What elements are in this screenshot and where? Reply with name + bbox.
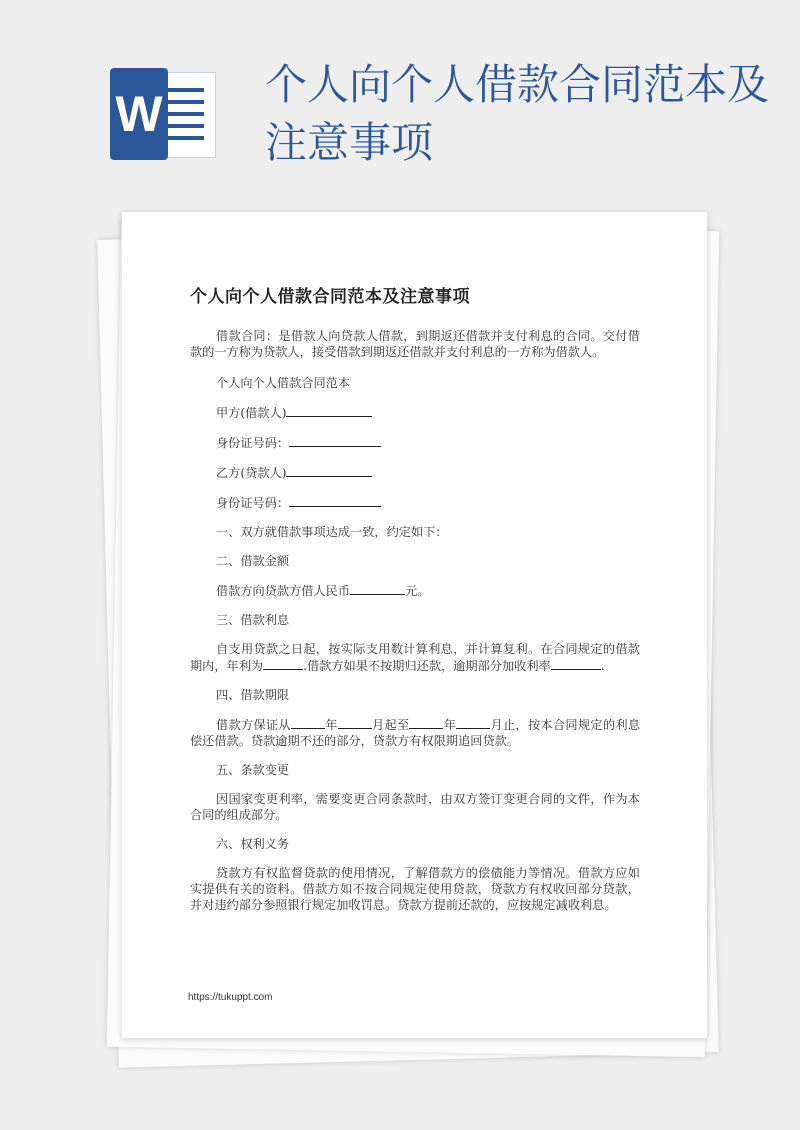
word-logo-letter: W [110, 68, 168, 160]
loan-amount-line [190, 582, 640, 599]
document-body [190, 328, 640, 913]
end-month-blank[interactable] [456, 716, 490, 729]
loan-amount-unit: 元。 [405, 584, 430, 598]
word-document-icon [110, 68, 214, 160]
footer-url[interactable]: https://tukuppt.com [188, 992, 273, 1003]
term-paragraph [190, 716, 640, 749]
overdue-rate-blank[interactable] [551, 657, 601, 670]
party-a-line [190, 404, 640, 421]
party-a-id-blank[interactable] [289, 434, 381, 447]
document-title: 个人向个人借款合同范本及注意事项 [190, 287, 470, 307]
party-a-id-line [190, 434, 640, 451]
party-a-label: 甲方(借款人) [216, 406, 287, 420]
party-b-id-line [190, 494, 640, 511]
page-title: 个人向个人借款合同范本及注意事项 [265, 60, 770, 167]
page-header [0, 0, 800, 210]
party-b-label: 乙方(贷款人) [216, 466, 287, 480]
loan-amount-text: 借款方向贷款方借人民币 [216, 584, 351, 598]
party-b-line [190, 464, 640, 481]
intro-paragraph: 借款合同：是借款人向贷款人借款，到期返还借款并支付利息的合同。交付借款的一方称为贷款人，接受借款到期返还借款并支付利息的一方称为借款人。 [190, 329, 640, 359]
id-label: 身份证号码： [216, 496, 290, 510]
agreement-line: 一、双方就借款事项达成一致，约定如下： [216, 525, 448, 539]
section-heading: 四、借款期限 [216, 688, 290, 702]
party-b-id-blank[interactable] [289, 494, 381, 507]
start-month-blank[interactable] [338, 716, 372, 729]
interest-text: .借款方如果不按期归还款，逾期部分加收利率 [303, 659, 551, 673]
document-page [122, 212, 707, 1038]
term-text: 年 [443, 718, 457, 732]
term-text: 借款方保证从 [216, 718, 291, 732]
rights-paragraph: 贷款方有权监督贷款的使用情况，了解借款方的偿债能力等情况。借款方应如实提供有关的资料。借款方如不按合同规定使用贷款，贷款方有权收回部分贷款，并对违约部分参照银行规定加收罚息。贷款方提前还款的，应按规定减收利息。 [190, 866, 640, 912]
term-text: 年 [324, 718, 338, 732]
section-heading: 二、借款金额 [216, 554, 290, 568]
section-heading: 五、条款变更 [216, 763, 290, 777]
interest-text: 自支用贷款之日起，按实际支用数计算利息，并计算复利。在合同规定的借款期内，年利为 [190, 642, 640, 673]
party-b-blank[interactable] [286, 464, 372, 477]
section-heading: 三、借款利息 [216, 613, 290, 627]
interest-text: . [600, 659, 605, 673]
start-year-blank[interactable] [291, 716, 325, 729]
term-text: 月起至 [371, 718, 410, 732]
id-label: 身份证号码： [216, 436, 290, 450]
end-year-blank[interactable] [409, 716, 443, 729]
section-heading: 六、权利义务 [216, 837, 290, 851]
loan-amount-blank[interactable] [350, 582, 405, 595]
interest-paragraph [190, 641, 640, 674]
change-paragraph: 因国家变更利率，需要变更合同条款时，由双方签订变更合同的文件，作为本合同的组成部分。 [190, 792, 640, 822]
template-title: 个人向个人借款合同范本 [216, 376, 351, 390]
term-text: 月止，按本合同规定的利息偿还借款。贷款逾期不还的部分，贷款方有权限期追回贷款。 [190, 718, 641, 748]
party-a-blank[interactable] [286, 404, 372, 417]
annual-rate-blank[interactable] [263, 657, 303, 670]
